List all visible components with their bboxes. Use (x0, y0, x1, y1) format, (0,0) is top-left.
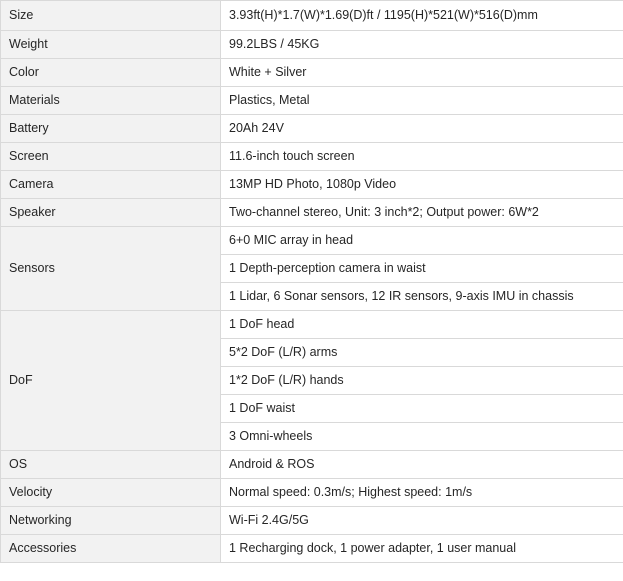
spec-value: 3.93ft(H)*1.7(W)*1.69(D)ft / 1195(H)*521(W)*516(D)mm (221, 1, 623, 31)
table-row (1, 227, 623, 255)
spec-value: 1 DoF waist (221, 395, 623, 423)
table-row (1, 535, 623, 563)
table-row (1, 115, 623, 143)
spec-value: 99.2LBS / 45KG (221, 31, 623, 59)
spec-label: Size (1, 1, 221, 31)
spec-value: Normal speed: 0.3m/s; Highest speed: 1m/s (221, 479, 623, 507)
spec-value: 1*2 DoF (L/R) hands (221, 367, 623, 395)
spec-label: Materials (1, 87, 221, 115)
spec-label: Weight (1, 31, 221, 59)
spec-label: DoF (1, 311, 221, 451)
table-row (1, 199, 623, 227)
spec-value: 1 Recharging dock, 1 power adapter, 1 user manual (221, 535, 623, 563)
spec-value: 1 DoF head (221, 311, 623, 339)
spec-value: 5*2 DoF (L/R) arms (221, 339, 623, 367)
table-row (1, 87, 623, 115)
spec-value: Plastics, Metal (221, 87, 623, 115)
table-row (1, 59, 623, 87)
spec-label: Networking (1, 507, 221, 535)
table-row (1, 31, 623, 59)
spec-value: Android & ROS (221, 451, 623, 479)
table-row (1, 143, 623, 171)
table-row (1, 1, 623, 31)
spec-value: 11.6-inch touch screen (221, 143, 623, 171)
spec-label: Camera (1, 171, 221, 199)
table-body (1, 1, 623, 563)
spec-label: OS (1, 451, 221, 479)
spec-label: Speaker (1, 199, 221, 227)
spec-label: Accessories (1, 535, 221, 563)
spec-label: Battery (1, 115, 221, 143)
spec-value: 1 Lidar, 6 Sonar sensors, 12 IR sensors, 9-axis IMU in chassis (221, 283, 623, 311)
table-row (1, 479, 623, 507)
spec-label: Velocity (1, 479, 221, 507)
spec-value: 6+0 MIC array in head (221, 227, 623, 255)
spec-label: Color (1, 59, 221, 87)
spec-label: Sensors (1, 227, 221, 311)
spec-value: 1 Depth-perception camera in waist (221, 255, 623, 283)
spec-value: 20Ah 24V (221, 115, 623, 143)
spec-value: Two-channel stereo, Unit: 3 inch*2; Output power: 6W*2 (221, 199, 623, 227)
spec-value: 13MP HD Photo, 1080p Video (221, 171, 623, 199)
spec-value: Wi-Fi 2.4G/5G (221, 507, 623, 535)
table-row (1, 507, 623, 535)
spec-value: White + Silver (221, 59, 623, 87)
spec-value: 3 Omni-wheels (221, 423, 623, 451)
table-row (1, 171, 623, 199)
spec-label: Screen (1, 143, 221, 171)
table-row (1, 451, 623, 479)
table-row (1, 311, 623, 339)
